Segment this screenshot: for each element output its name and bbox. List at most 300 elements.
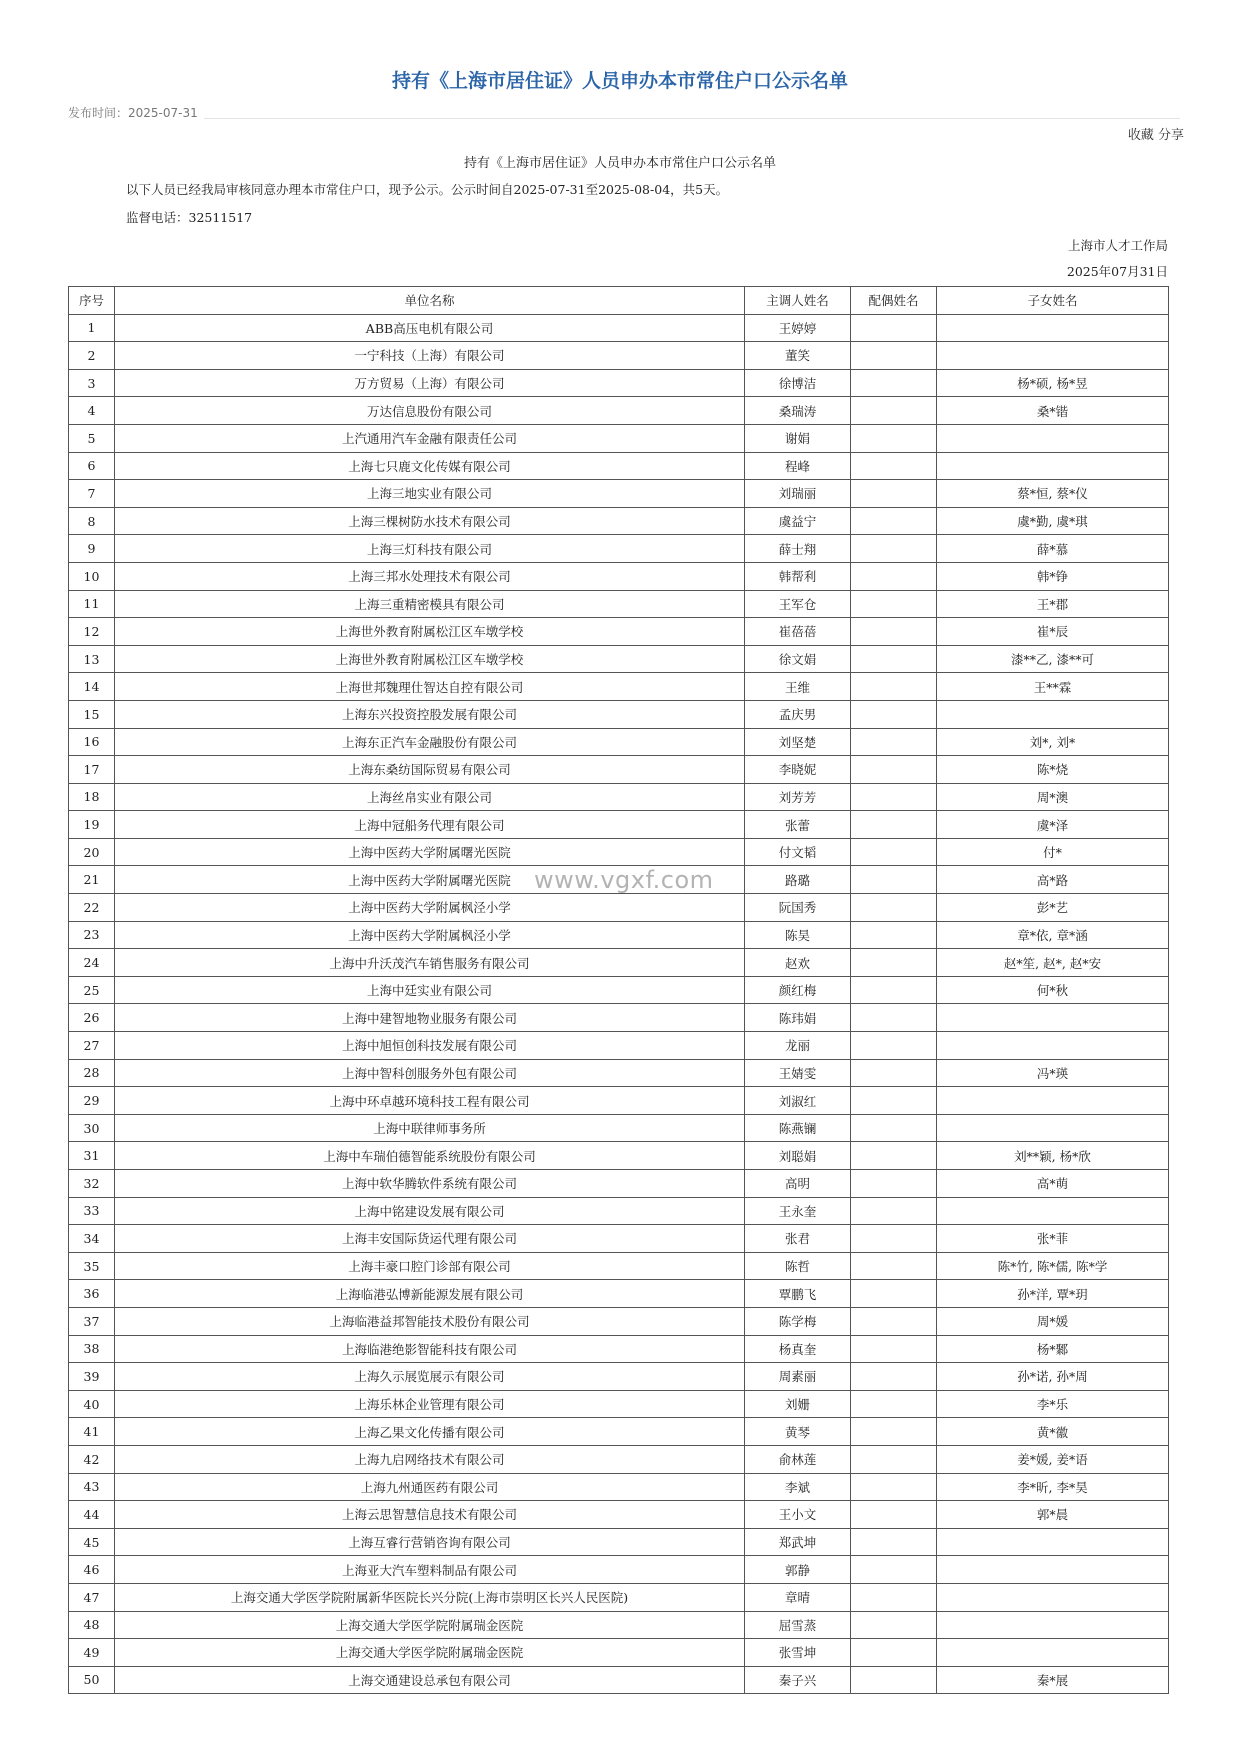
table-row	[69, 700, 1169, 728]
cell-applicant: 李斌	[745, 1473, 851, 1501]
cell-applicant: 王婧雯	[745, 1059, 851, 1087]
table-row	[69, 921, 1169, 949]
cell-spouse	[851, 1087, 937, 1115]
cell-children: 姜*媛, 姜*语	[937, 1445, 1169, 1473]
table-row	[69, 1501, 1169, 1529]
cell-spouse	[851, 1307, 937, 1335]
cell-index: 30	[69, 1114, 115, 1142]
cell-company: 一宁科技（上海）有限公司	[115, 342, 745, 370]
cell-index: 28	[69, 1059, 115, 1087]
cell-children: 高*路	[937, 866, 1169, 894]
cell-children: 王**霖	[937, 673, 1169, 701]
table-row	[69, 1280, 1169, 1308]
col-header-applicant: 主调人姓名	[745, 287, 851, 315]
cell-spouse	[851, 1390, 937, 1418]
table-row	[69, 1087, 1169, 1115]
publish-info-row	[68, 102, 1180, 119]
cell-index: 37	[69, 1307, 115, 1335]
cell-company: 上海交通大学医学院附属新华医院长兴分院(上海市崇明区长兴人民医院)	[115, 1583, 745, 1611]
cell-company: 上海乙果文化传播有限公司	[115, 1418, 745, 1446]
cell-children: 刘**颖, 杨*欣	[937, 1142, 1169, 1170]
cell-children: 杨*硕, 杨*昱	[937, 369, 1169, 397]
cell-spouse	[851, 1252, 937, 1280]
table-row	[69, 562, 1169, 590]
cell-spouse	[851, 1363, 937, 1391]
table-row	[69, 1363, 1169, 1391]
cell-company: 上海世外教育附属松江区车墩学校	[115, 645, 745, 673]
cell-company: 上海云思智慧信息技术有限公司	[115, 1501, 745, 1529]
cell-index: 39	[69, 1363, 115, 1391]
cell-index: 11	[69, 590, 115, 618]
cell-spouse	[851, 1418, 937, 1446]
cell-index: 15	[69, 700, 115, 728]
table-row	[69, 728, 1169, 756]
cell-children	[937, 1004, 1169, 1032]
cell-spouse	[851, 1280, 937, 1308]
cell-children: 刘*, 刘*	[937, 728, 1169, 756]
cell-spouse	[851, 756, 937, 784]
cell-index: 38	[69, 1335, 115, 1363]
cell-index: 7	[69, 480, 115, 508]
cell-index: 36	[69, 1280, 115, 1308]
table-row	[69, 645, 1169, 673]
cell-company: 上海互睿行营销咨询有限公司	[115, 1528, 745, 1556]
cell-company: 上海三重精密模具有限公司	[115, 590, 745, 618]
cell-children: 秦*展	[937, 1666, 1169, 1694]
cell-children	[937, 424, 1169, 452]
cell-index: 13	[69, 645, 115, 673]
cell-children	[937, 1032, 1169, 1060]
table-row	[69, 1418, 1169, 1446]
cell-applicant: 韩帮利	[745, 562, 851, 590]
table-row	[69, 756, 1169, 784]
cell-applicant: 王军仓	[745, 590, 851, 618]
cell-children: 李*乐	[937, 1390, 1169, 1418]
cell-spouse	[851, 1170, 937, 1198]
cell-index: 12	[69, 618, 115, 646]
cell-spouse	[851, 1225, 937, 1253]
cell-company: ABB高压电机有限公司	[115, 314, 745, 342]
cell-index: 44	[69, 1501, 115, 1529]
cell-company: 上海三灯科技有限公司	[115, 535, 745, 563]
cell-company: 上海临港绝影智能科技有限公司	[115, 1335, 745, 1363]
cell-children	[937, 452, 1169, 480]
issue-date: 2025年07月31日	[1066, 264, 1168, 279]
watermark-text: www.vgxf.com	[534, 866, 714, 894]
cell-applicant: 高明	[745, 1170, 851, 1198]
table-row	[69, 507, 1169, 535]
cell-company: 上海中廷实业有限公司	[115, 976, 745, 1004]
cell-spouse	[851, 1142, 937, 1170]
cell-company: 万方贸易（上海）有限公司	[115, 369, 745, 397]
cell-company: 上海中冠船务代理有限公司	[115, 811, 745, 839]
cell-applicant: 屈雪蒸	[745, 1611, 851, 1639]
table-row	[69, 1004, 1169, 1032]
cell-children: 孙*洋, 覃*玥	[937, 1280, 1169, 1308]
cell-children: 李*昕, 李*昊	[937, 1473, 1169, 1501]
cell-index: 42	[69, 1445, 115, 1473]
cell-company: 上海世外教育附属松江区车墩学校	[115, 618, 745, 646]
cell-applicant: 桑瑞涛	[745, 397, 851, 425]
document-title: 持有《上海市居住证》人员申办本市常住户口公示名单	[463, 156, 776, 171]
cell-index: 35	[69, 1252, 115, 1280]
cell-company: 上海中升沃茂汽车销售服务有限公司	[115, 949, 745, 977]
cell-spouse	[851, 1197, 937, 1225]
cell-children: 彭*艺	[937, 894, 1169, 922]
cell-applicant: 陈哲	[745, 1252, 851, 1280]
cell-spouse	[851, 783, 937, 811]
cell-spouse	[851, 480, 937, 508]
table-row	[69, 1390, 1169, 1418]
cell-applicant: 董笑	[745, 342, 851, 370]
cell-spouse	[851, 314, 937, 342]
col-header-spouse: 配偶姓名	[851, 287, 937, 315]
table-row	[69, 314, 1169, 342]
cell-company: 上海中医药大学附属曙光医院	[115, 838, 745, 866]
page-title: 持有《上海市居住证》人员申办本市常住户口公示名单	[391, 70, 848, 92]
table-row	[69, 1032, 1169, 1060]
cell-index: 19	[69, 811, 115, 839]
cell-applicant: 覃鹏飞	[745, 1280, 851, 1308]
cell-children	[937, 700, 1169, 728]
table-row	[69, 1114, 1169, 1142]
cell-applicant: 陈学梅	[745, 1307, 851, 1335]
cell-index: 48	[69, 1611, 115, 1639]
cell-applicant: 刘坚楚	[745, 728, 851, 756]
cell-applicant: 颜红梅	[745, 976, 851, 1004]
cell-children: 郭*晨	[937, 1501, 1169, 1529]
cell-applicant: 张蕾	[745, 811, 851, 839]
cell-company: 上海东正汽车金融股份有限公司	[115, 728, 745, 756]
cell-children	[937, 1087, 1169, 1115]
cell-children: 章*依, 章*涵	[937, 921, 1169, 949]
cell-index: 34	[69, 1225, 115, 1253]
cell-spouse	[851, 1445, 937, 1473]
table-row	[69, 1639, 1169, 1667]
table-row	[69, 783, 1169, 811]
cell-spouse	[851, 1528, 937, 1556]
cell-applicant: 陈昊	[745, 921, 851, 949]
cell-spouse	[851, 369, 937, 397]
cell-company: 上海中软华腾软件系统有限公司	[115, 1170, 745, 1198]
cell-spouse	[851, 1335, 937, 1363]
cell-company: 上海久示展览展示有限公司	[115, 1363, 745, 1391]
cell-children	[937, 1197, 1169, 1225]
cell-children: 薛*慕	[937, 535, 1169, 563]
cell-index: 50	[69, 1666, 115, 1694]
cell-children: 周*澳	[937, 783, 1169, 811]
col-header-index: 序号	[69, 287, 115, 315]
cell-index: 41	[69, 1418, 115, 1446]
cell-company: 上海中环卓越环境科技工程有限公司	[115, 1087, 745, 1115]
cell-index: 25	[69, 976, 115, 1004]
cell-applicant: 孟庆男	[745, 700, 851, 728]
table-row	[69, 1528, 1169, 1556]
cell-children	[937, 1583, 1169, 1611]
cell-applicant: 张雪坤	[745, 1639, 851, 1667]
cell-children: 虞*泽	[937, 811, 1169, 839]
cell-spouse	[851, 1583, 937, 1611]
cell-spouse	[851, 673, 937, 701]
cell-company: 上海中医药大学附属枫泾小学	[115, 921, 745, 949]
cell-index: 26	[69, 1004, 115, 1032]
cell-children	[937, 1611, 1169, 1639]
cell-index: 47	[69, 1583, 115, 1611]
cell-index: 3	[69, 369, 115, 397]
cell-spouse	[851, 976, 937, 1004]
table-row	[69, 424, 1169, 452]
cell-children	[937, 1639, 1169, 1667]
cell-applicant: 章晴	[745, 1583, 851, 1611]
table-row	[69, 1197, 1169, 1225]
cell-children	[937, 342, 1169, 370]
table-row	[69, 535, 1169, 563]
cell-company: 上海中铭建设发展有限公司	[115, 1197, 745, 1225]
cell-index: 5	[69, 424, 115, 452]
cell-spouse	[851, 590, 937, 618]
table-row	[69, 1252, 1169, 1280]
cell-applicant: 谢娟	[745, 424, 851, 452]
cell-index: 24	[69, 949, 115, 977]
cell-company: 上海九启网络技术有限公司	[115, 1445, 745, 1473]
cell-company: 上海交通大学医学院附属瑞金医院	[115, 1639, 745, 1667]
cell-index: 10	[69, 562, 115, 590]
cell-children: 周*媛	[937, 1307, 1169, 1335]
cell-index: 16	[69, 728, 115, 756]
cell-applicant: 付文韬	[745, 838, 851, 866]
cell-spouse	[851, 1501, 937, 1529]
cell-company: 上海交通建设总承包有限公司	[115, 1666, 745, 1694]
cell-index: 9	[69, 535, 115, 563]
cell-children: 冯*瑛	[937, 1059, 1169, 1087]
cell-company: 万达信息股份有限公司	[115, 397, 745, 425]
cell-applicant: 阮国秀	[745, 894, 851, 922]
cell-children: 王*郡	[937, 590, 1169, 618]
cell-applicant: 王维	[745, 673, 851, 701]
cell-spouse	[851, 811, 937, 839]
cell-children: 高*萌	[937, 1170, 1169, 1198]
cell-children: 张*菲	[937, 1225, 1169, 1253]
cell-index: 31	[69, 1142, 115, 1170]
table-header-row	[69, 287, 1169, 315]
cell-spouse	[851, 397, 937, 425]
cell-children: 漆**乙, 漆**可	[937, 645, 1169, 673]
cell-children: 黄*徽	[937, 1418, 1169, 1446]
cell-children	[937, 1528, 1169, 1556]
cell-applicant: 黄琴	[745, 1418, 851, 1446]
table-row	[69, 590, 1169, 618]
cell-children: 韩*铮	[937, 562, 1169, 590]
cell-index: 29	[69, 1087, 115, 1115]
cell-index: 1	[69, 314, 115, 342]
cell-index: 6	[69, 452, 115, 480]
action-links	[1128, 124, 1184, 143]
cell-spouse	[851, 894, 937, 922]
cell-applicant: 郑武坤	[745, 1528, 851, 1556]
cell-spouse	[851, 342, 937, 370]
cell-applicant: 周素丽	[745, 1363, 851, 1391]
table-row	[69, 1307, 1169, 1335]
table-row	[69, 1445, 1169, 1473]
cell-children: 陈*烧	[937, 756, 1169, 784]
table-row	[69, 1473, 1169, 1501]
publish-time: 发布时间：2025-07-31	[68, 106, 204, 120]
cell-applicant: 徐博洁	[745, 369, 851, 397]
cell-applicant: 王婷婷	[745, 314, 851, 342]
cell-company: 上海中医药大学附属枫泾小学	[115, 894, 745, 922]
table-body	[69, 314, 1169, 1694]
cell-company: 上海三地实业有限公司	[115, 480, 745, 508]
cell-applicant: 路璐	[745, 866, 851, 894]
cell-index: 43	[69, 1473, 115, 1501]
roster-table	[68, 286, 1169, 1694]
cell-children: 孙*诺, 孙*周	[937, 1363, 1169, 1391]
cell-applicant: 秦子兴	[745, 1666, 851, 1694]
cell-spouse	[851, 1556, 937, 1584]
cell-applicant: 薛士翔	[745, 535, 851, 563]
intro-text: 以下人员已经我局审核同意办理本市常住户口，现予公示。公示时间自2025-07-31至2025-08-04，共5天。	[126, 182, 729, 197]
cell-children: 赵*笙, 赵*, 赵*安	[937, 949, 1169, 977]
table-row	[69, 1142, 1169, 1170]
table-row	[69, 1170, 1169, 1198]
table-row	[69, 894, 1169, 922]
cell-applicant: 崔蓓蓓	[745, 618, 851, 646]
cell-spouse	[851, 452, 937, 480]
cell-applicant: 陈燕镧	[745, 1114, 851, 1142]
cell-company: 上海中车瑞伯德智能系统股份有限公司	[115, 1142, 745, 1170]
cell-index: 2	[69, 342, 115, 370]
cell-children	[937, 1556, 1169, 1584]
cell-company: 上海中智科创服务外包有限公司	[115, 1059, 745, 1087]
table-row	[69, 1666, 1169, 1694]
table-row	[69, 342, 1169, 370]
cell-children: 桑*锴	[937, 397, 1169, 425]
cell-company: 上汽通用汽车金融有限责任公司	[115, 424, 745, 452]
cell-index: 40	[69, 1390, 115, 1418]
cell-children	[937, 314, 1169, 342]
cell-spouse	[851, 1114, 937, 1142]
cell-index: 23	[69, 921, 115, 949]
cell-applicant: 刘瑞丽	[745, 480, 851, 508]
col-header-company: 单位名称	[115, 287, 745, 315]
cell-applicant: 陈玮娟	[745, 1004, 851, 1032]
table-row	[69, 838, 1169, 866]
share-link[interactable]: 分享	[1157, 128, 1184, 143]
cell-children	[937, 1114, 1169, 1142]
cell-applicant: 龙丽	[745, 1032, 851, 1060]
cell-applicant: 俞林莲	[745, 1445, 851, 1473]
cell-spouse	[851, 1611, 937, 1639]
cell-applicant: 王永奎	[745, 1197, 851, 1225]
cell-applicant: 郭静	[745, 1556, 851, 1584]
issuer-name: 上海市人才工作局	[1067, 238, 1168, 253]
table-row	[69, 480, 1169, 508]
cell-company: 上海三棵树防水技术有限公司	[115, 507, 745, 535]
cell-spouse	[851, 838, 937, 866]
table-row	[69, 397, 1169, 425]
table-row	[69, 1225, 1169, 1253]
cell-applicant: 杨真奎	[745, 1335, 851, 1363]
cell-spouse	[851, 866, 937, 894]
cell-company: 上海交通大学医学院附属瑞金医院	[115, 1611, 745, 1639]
cell-applicant: 李晓妮	[745, 756, 851, 784]
cell-company: 上海东桑纺国际贸易有限公司	[115, 756, 745, 784]
cell-spouse	[851, 921, 937, 949]
cell-index: 8	[69, 507, 115, 535]
cell-company: 上海亚大汽车塑料制品有限公司	[115, 1556, 745, 1584]
cell-spouse	[851, 424, 937, 452]
cell-index: 46	[69, 1556, 115, 1584]
cell-index: 45	[69, 1528, 115, 1556]
cell-spouse	[851, 1032, 937, 1060]
table-row	[69, 452, 1169, 480]
table-row	[69, 369, 1169, 397]
cell-company: 上海中旭恒创科技发展有限公司	[115, 1032, 745, 1060]
col-header-children: 子女姓名	[937, 287, 1169, 315]
cell-index: 18	[69, 783, 115, 811]
cell-spouse	[851, 728, 937, 756]
cell-company: 上海三邦水处理技术有限公司	[115, 562, 745, 590]
cell-applicant: 虞益宁	[745, 507, 851, 535]
table-row	[69, 811, 1169, 839]
cell-index: 27	[69, 1032, 115, 1060]
cell-applicant: 刘姗	[745, 1390, 851, 1418]
cell-spouse	[851, 535, 937, 563]
cell-company: 上海东兴投资控股发展有限公司	[115, 700, 745, 728]
cell-company: 上海中建智地物业服务有限公司	[115, 1004, 745, 1032]
cell-applicant: 徐文娟	[745, 645, 851, 673]
cell-company: 上海乐林企业管理有限公司	[115, 1390, 745, 1418]
cell-company: 上海临港益邦智能技术股份有限公司	[115, 1307, 745, 1335]
cell-index: 49	[69, 1639, 115, 1667]
cell-children: 付*	[937, 838, 1169, 866]
table-row	[69, 1611, 1169, 1639]
cell-spouse	[851, 1473, 937, 1501]
cell-spouse	[851, 700, 937, 728]
cell-spouse	[851, 1639, 937, 1667]
table-row	[69, 1583, 1169, 1611]
cell-applicant: 刘芳芳	[745, 783, 851, 811]
table-row	[69, 673, 1169, 701]
table-row	[69, 618, 1169, 646]
cell-children: 虞*勤, 虞*琪	[937, 507, 1169, 535]
cell-index: 14	[69, 673, 115, 701]
favorite-link[interactable]: 收藏	[1127, 128, 1154, 143]
table-row	[69, 1059, 1169, 1087]
cell-company: 上海七只鹿文化传媒有限公司	[115, 452, 745, 480]
cell-index: 4	[69, 397, 115, 425]
cell-index: 20	[69, 838, 115, 866]
cell-company: 上海丰豪口腔门诊部有限公司	[115, 1252, 745, 1280]
cell-spouse	[851, 507, 937, 535]
cell-applicant: 刘聪娟	[745, 1142, 851, 1170]
cell-applicant: 赵欢	[745, 949, 851, 977]
cell-children: 崔*辰	[937, 618, 1169, 646]
table-row	[69, 1556, 1169, 1584]
cell-company: 上海临港弘博新能源发展有限公司	[115, 1280, 745, 1308]
cell-spouse	[851, 1666, 937, 1694]
supervision-phone: 监督电话：32511517	[126, 210, 253, 225]
table-row	[69, 1335, 1169, 1363]
cell-children: 蔡*恒, 蔡*仪	[937, 480, 1169, 508]
cell-children: 陈*竹, 陈*儒, 陈*学	[937, 1252, 1169, 1280]
cell-applicant: 刘淑红	[745, 1087, 851, 1115]
cell-spouse	[851, 618, 937, 646]
table-row	[69, 976, 1169, 1004]
cell-company: 上海世邦魏理仕智达自控有限公司	[115, 673, 745, 701]
cell-children: 杨*鄹	[937, 1335, 1169, 1363]
cell-spouse	[851, 562, 937, 590]
